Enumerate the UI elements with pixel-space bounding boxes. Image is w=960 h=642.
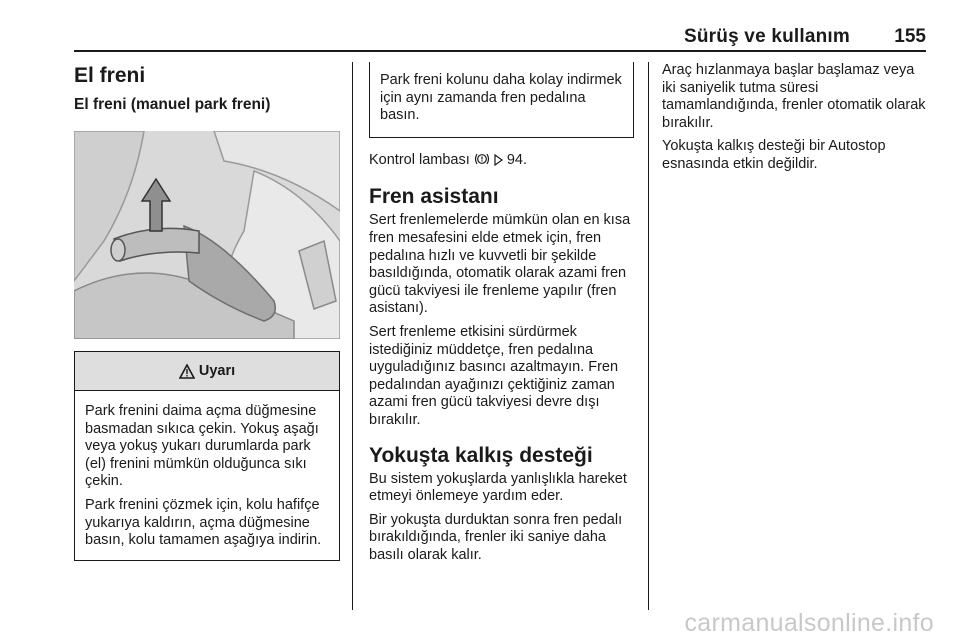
warning-box: [74, 351, 340, 561]
col3-paragraph-2: Yokuşta kalkış desteği bir Autostop esnasında etkin değildir.: [662, 138, 886, 172]
column-1: [74, 62, 340, 561]
hill-start-paragraph-1: Bu sistem yokuşlarda yanlışlıkla hareket etmeyi önlemeye yardım eder.: [369, 470, 627, 505]
note-box: [369, 62, 634, 138]
page-number: 155: [894, 26, 926, 47]
column-divider-2: [648, 62, 649, 610]
brake-assist-paragraph-2: Sert frenleme etkisini sürdürmek istediğiniz müddetçe, fren pedalına uyguladığınız basıncı azaltmayın. Fren pedalından ayağınızı çektiğiniz zaman azami fren gücü takviyesi devre dışı bırakılır.: [369, 323, 619, 428]
section-heading-brake-assist: Fren asistanı: [369, 185, 499, 209]
header-title: Sürüş ve kullanım: [683, 26, 850, 47]
warning-triangle-icon: [179, 364, 195, 379]
brake-warning-lamp-icon: [474, 152, 490, 172]
section-heading-hill-start: Yokuşta kalkış desteği: [369, 443, 593, 467]
column-3: [662, 62, 928, 180]
warning-paragraph-1: Park frenini daima açma düğmesine basmadan sıkıca çekin. Yokuş aşağı veya yokuş yukarı durumlarda park (el) frenini mümkün olduğunca sıkı çekin.: [85, 403, 319, 490]
warning-paragraph-2: Park frenini çözmek için, kolu hafifçe yukarıya kaldırın, açma düğmesine basın, kolu tamamen aşağıya indirin.: [85, 496, 322, 549]
handbrake-illustration: [74, 131, 340, 339]
control-lamp-ref: 94.: [506, 151, 528, 168]
column-2: [369, 62, 635, 570]
section-heading-el-freni: El freni: [74, 64, 146, 87]
page-reference-icon: [494, 154, 503, 172]
col3-paragraph-1: Araç hızlanmaya başlar başlamaz veya iki saniyelik tutma süresi tamamlandığında, frenler otomatik olarak bırakılır.: [662, 62, 926, 131]
hill-start-paragraph-2: Bir yokuşta durduktan sonra fren pedalı bırakıldığında, frenler iki saniye daha basılı olarak kalır.: [369, 511, 623, 563]
subheading-manual-park-brake: El freni (manuel park freni): [74, 96, 271, 113]
control-lamp-label: Kontrol lambası: [369, 151, 470, 168]
control-lamp-line: [369, 152, 635, 172]
page-header: [74, 26, 926, 52]
brake-assist-paragraph-1: Sert frenlemelerde mümkün olan en kısa fren mesafesini elde etmek için, fren pedalına hızlı ve kuvvetli bir şekilde basıldığında, otomatik olarak azami fren gücü takviyesi ile frenleme yapılır (fren asistanı).: [369, 212, 631, 317]
note-text: Park freni kolunu daha kolay indirmek için aynı zamanda fren pedalına basın.: [380, 72, 622, 124]
warning-body: [75, 391, 339, 560]
warning-title: Uyarı: [198, 363, 236, 379]
watermark: carmanualsonline.info: [684, 609, 934, 637]
warning-header: [75, 351, 339, 391]
column-divider-1: [352, 62, 353, 610]
